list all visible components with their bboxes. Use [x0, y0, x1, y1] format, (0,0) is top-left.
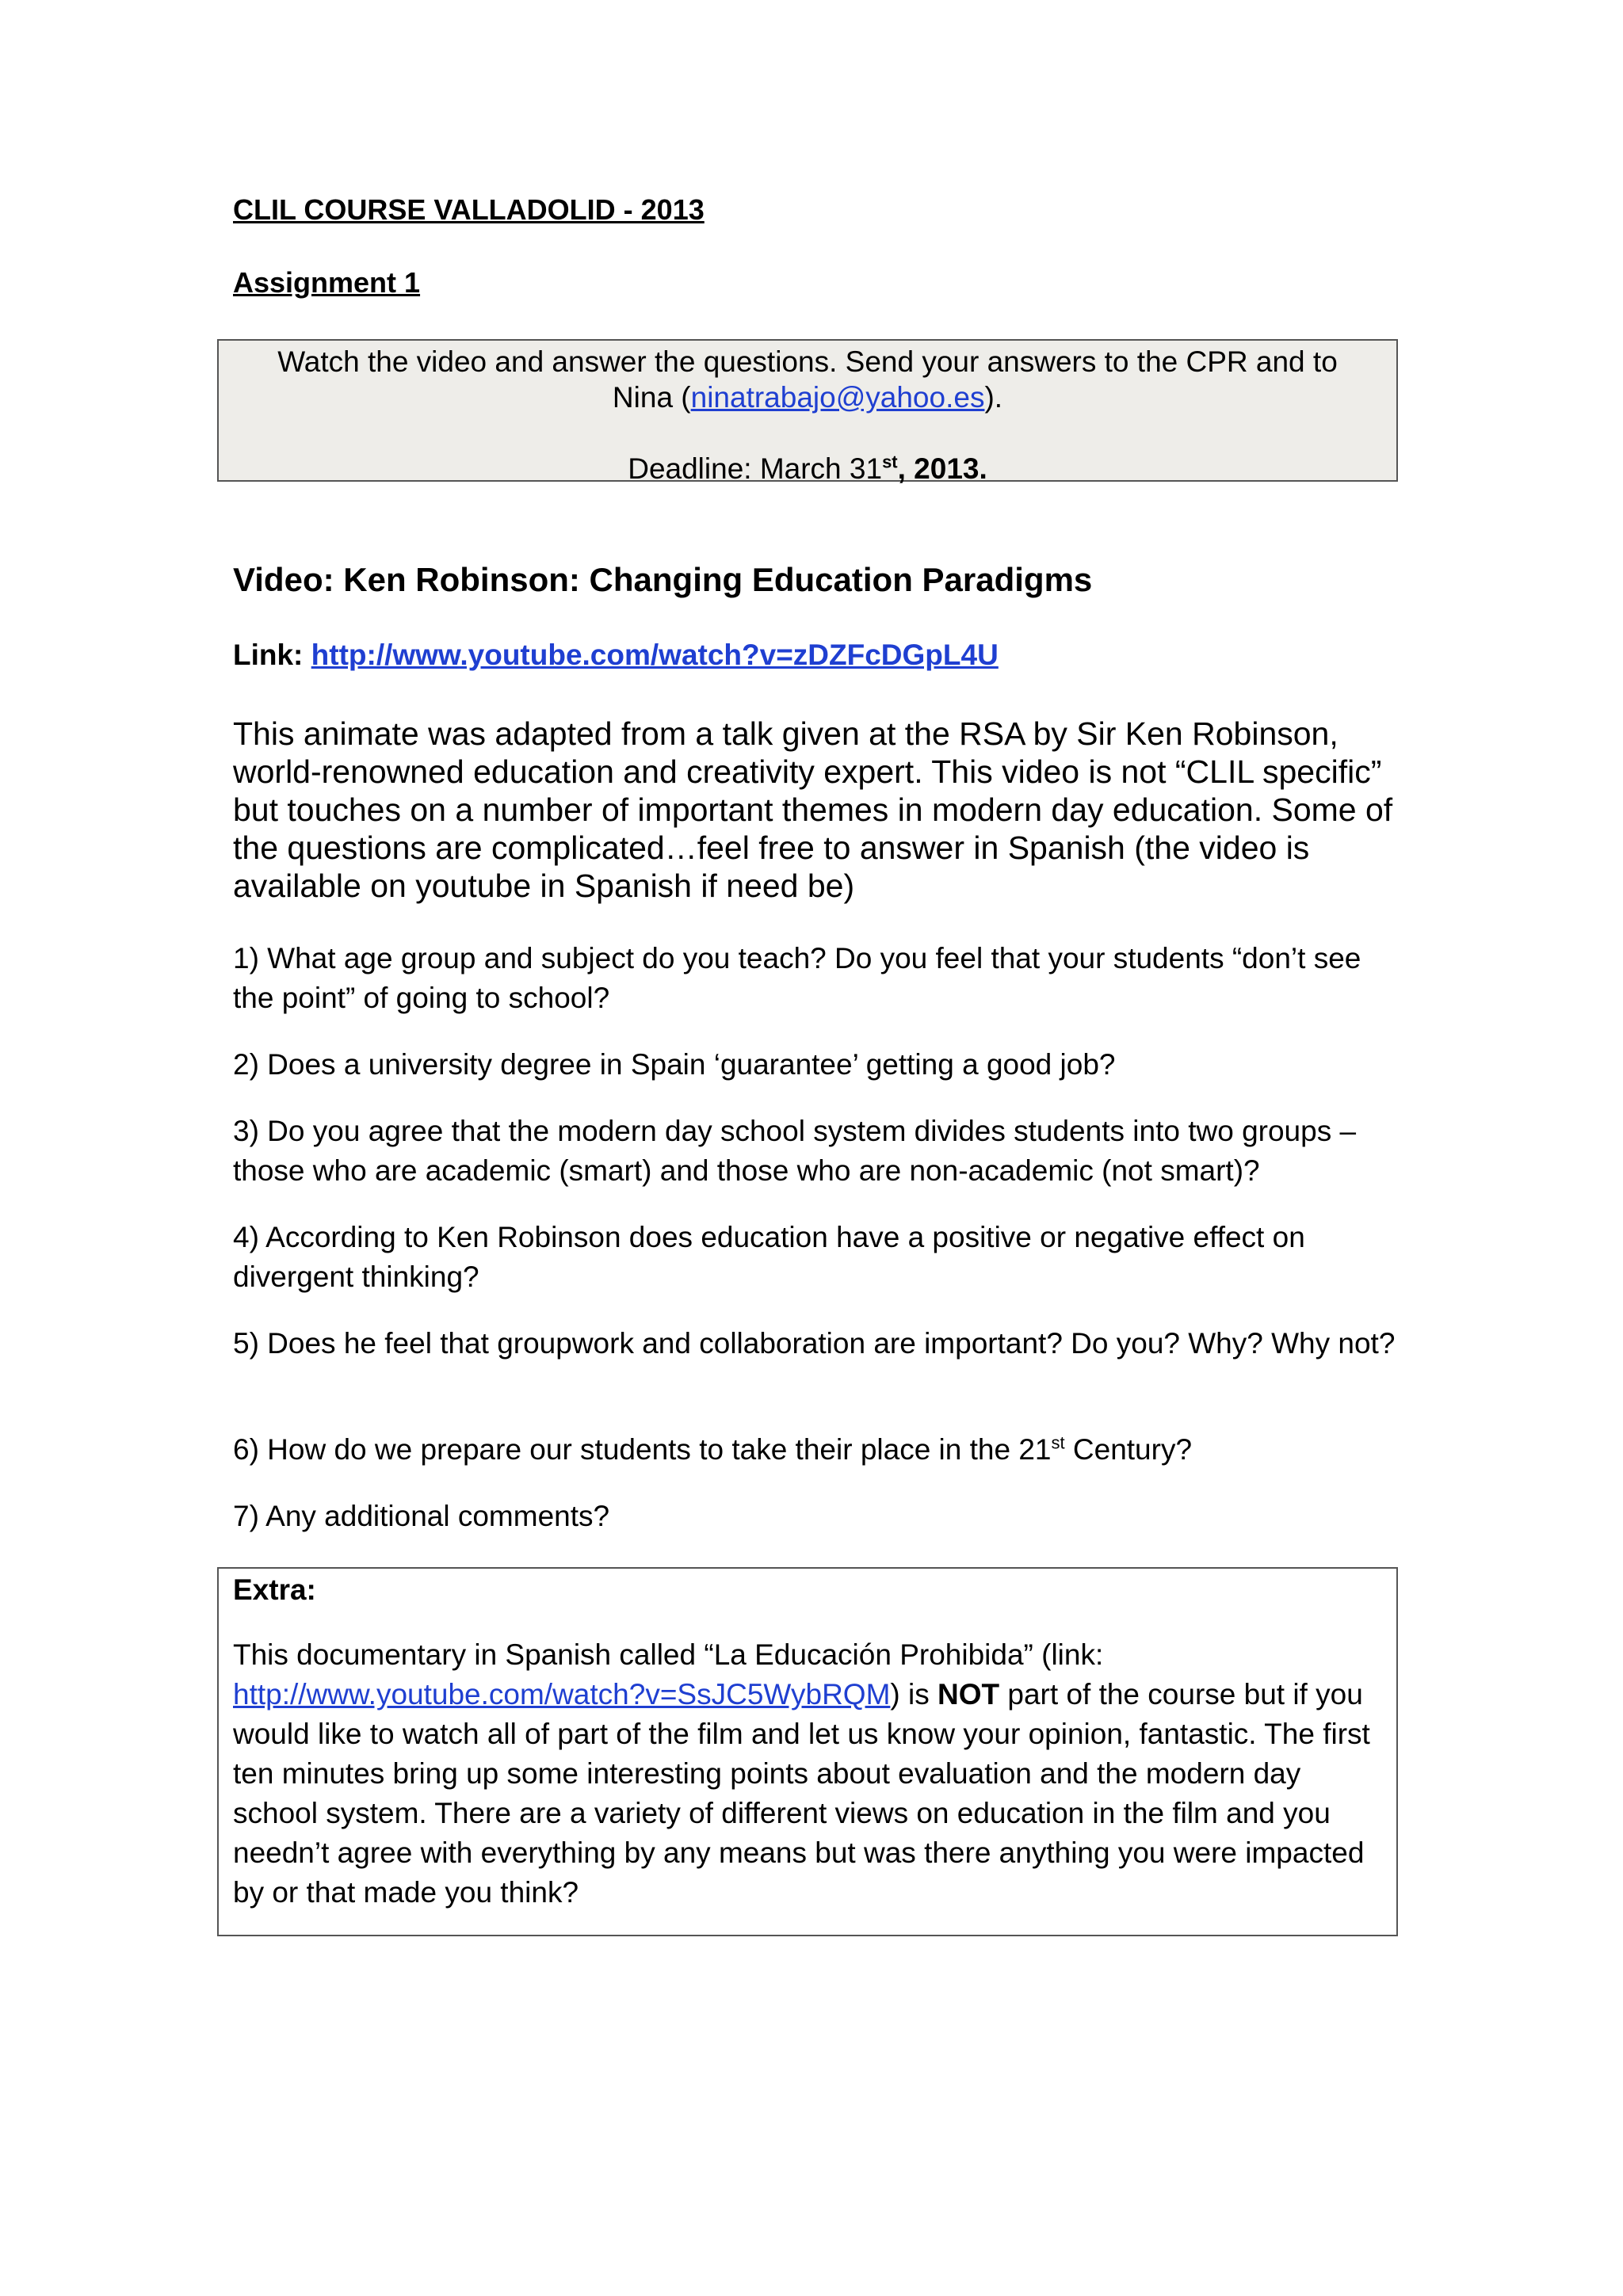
extra-text-suffix: part of the course but if you would like to watch all of part of the film and let us know your opinion, fantastic. The first ten minutes bring up some interesting points about evaluation and the modern day school system. There are a variety of different views on education in the film and you needn’t agree with everything by any means but was there anything you were impacted by or that made you think?	[233, 1678, 1370, 1909]
question-6	[233, 1430, 1398, 1470]
extra-box	[217, 1567, 1398, 1936]
question-7: 7) Any additional comments?	[233, 1500, 610, 1532]
question-1: 1) What age group and subject do you teach? Do you feel that your students “don’t see the point” of going to school?	[233, 942, 1361, 1014]
question-6-prefix: 6) How do we prepare our students to take their place in the 21	[233, 1433, 1052, 1466]
video-link[interactable]: http://www.youtube.com/watch?v=zDZFcDGpL4U	[311, 639, 999, 671]
question-6-sup: st	[1051, 1432, 1065, 1453]
video-link-line	[233, 639, 999, 672]
question-2: 2) Does a university degree in Spain ‘guarantee’ getting a good job?	[233, 1048, 1116, 1081]
extra-text-prefix: This documentary in Spanish called “La Educación Prohibida” (link:	[233, 1638, 1104, 1671]
email-link[interactable]: ninatrabajo@yahoo.es	[690, 381, 985, 414]
instructions-line-2-suffix: ).	[984, 381, 1003, 414]
instructions-line-1: Watch the video and answer the questions. Send your answers to the CPR and to	[277, 345, 1338, 378]
extra-heading: Extra:	[233, 1573, 316, 1606]
extra-text-mid: ) is	[890, 1678, 938, 1711]
deadline-sup: st	[882, 452, 898, 472]
instructions-line-2	[219, 379, 1396, 415]
extra-video-link[interactable]: http://www.youtube.com/watch?v=SsJC5WybRQM	[233, 1678, 891, 1711]
assignment-heading: Assignment 1	[233, 266, 421, 299]
deadline-prefix: Deadline: March 31	[628, 452, 883, 485]
question-6-suffix: Century?	[1064, 1433, 1193, 1466]
document-title: CLIL COURSE VALLADOLID - 2013	[233, 193, 705, 226]
extra-paragraph	[233, 1635, 1382, 1913]
intro-paragraph: This animate was adapted from a talk given at the RSA by Sir Ken Robinson, world-renowned education and creativity expert. This video is not “CLIL specific” but touches on a number of important themes in modern day education. Some of the questions are complicated…feel free to answer in Spanish (the video is available on youtube in Spanish if need be)	[233, 715, 1393, 904]
instructions-line-2-prefix: Nina (	[612, 381, 691, 414]
deadline	[219, 451, 1396, 486]
video-link-label: Link:	[233, 639, 304, 671]
question-5: 5) Does he feel that groupwork and collaboration are important? Do you? Why? Why not?	[233, 1327, 1396, 1360]
extra-not-word: NOT	[938, 1678, 1000, 1711]
question-3: 3) Do you agree that the modern day school system divides students into two groups – those who are academic (smart) and those who are non-academic (not smart)?	[233, 1115, 1357, 1187]
deadline-suffix: , 2013.	[897, 452, 987, 485]
video-title: Video: Ken Robinson: Changing Education Paradigms	[233, 561, 1093, 598]
instructions-box	[217, 339, 1398, 485]
question-4: 4) According to Ken Robinson does education have a positive or negative effect on divergent thinking?	[233, 1221, 1305, 1293]
